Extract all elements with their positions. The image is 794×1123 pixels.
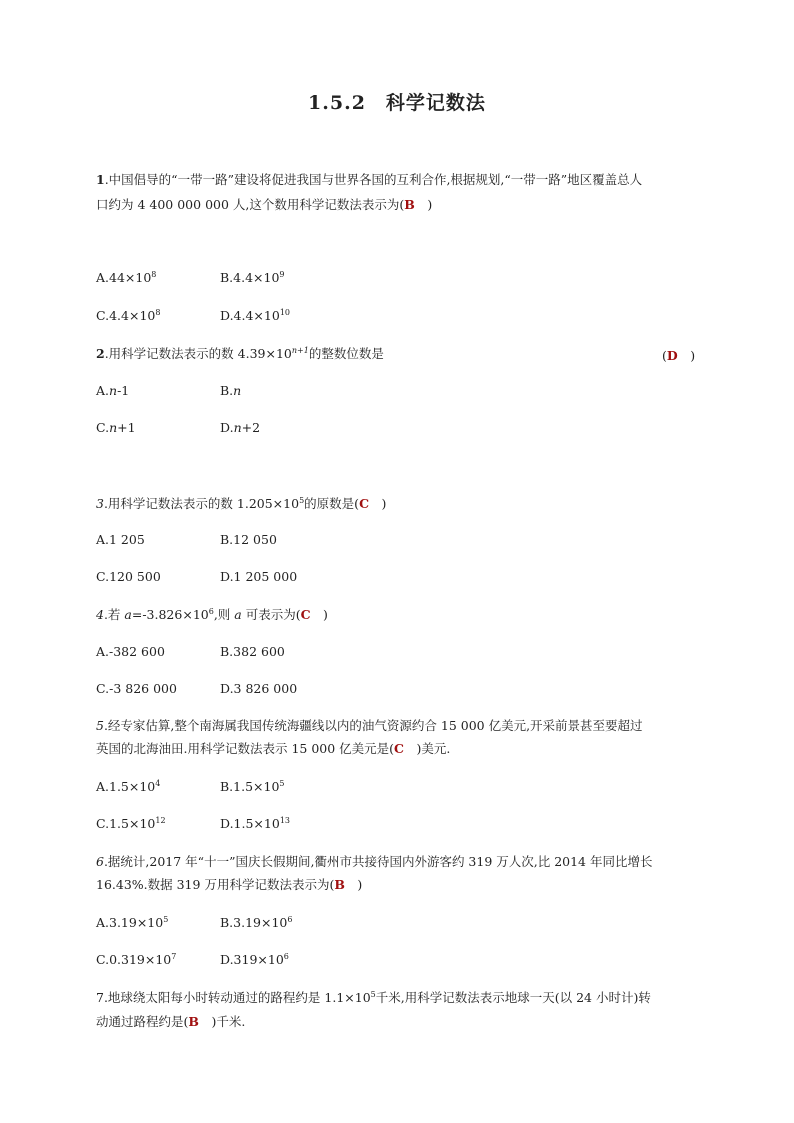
question-5-line-1: 5.经专家估算,整个南海属我国传统海疆线以内的油气资源约合 15 000 亿美元,开采前景甚至要超过 (96, 718, 643, 733)
answer-letter: B (404, 197, 415, 212)
question-3-line: 3.用科学记数法表示的数 $1.205\times 10^5$的原数是(C ) (96, 496, 387, 511)
answer-letter: B (188, 1014, 199, 1029)
question-2-answer: (D ) (662, 348, 696, 363)
question-1-line-1: 1.中国倡导的“一带一路”建设将促进我国与世界各国的互利合作,根据规划,“一带一路”地区覆盖总人 (96, 172, 643, 187)
option-d: $D.4.4\times 10^{10}$ (220, 308, 290, 323)
question-number: 7 (96, 990, 104, 1005)
option-c: C.120 500 (96, 569, 161, 584)
option-a: $A.44\times 10^8$ (96, 270, 157, 285)
option-b: $B.3.19\times 10^6$ (220, 915, 293, 930)
option-a: $A.3.19\times 10^5$ (96, 915, 169, 930)
question-6-line-2: 16.43%.数据 319 万用科学记数法表示为(B ) (96, 877, 363, 892)
answer-letter: C (300, 607, 311, 622)
option-c: C.n+1 (96, 420, 136, 435)
question-1-line-2: 口约为 4 400 000 000 人,这个数用科学记数法表示为(B ) (96, 197, 433, 212)
option-d: $D.319\times 10^6$ (220, 952, 289, 967)
option-a: $A.1.5\times 10^4$ (96, 779, 161, 794)
option-d: D.1 205 000 (220, 569, 298, 584)
option-b: $B.1.5\times 10^5$ (220, 779, 285, 794)
option-c: $C.0.319\times 10^7$ (96, 952, 177, 967)
question-number: 2 (96, 346, 105, 361)
question-7-line-1: 7.地球绕太阳每小时转动通过的路程约是 $1.1\times 10^5$千米,用科学记数法表示地球一天(以 24 小时计)转 (96, 990, 651, 1005)
question-2-line: 2.用科学记数法表示的数 $4.39\times 10^{n+1}$的整数位数是 (96, 346, 384, 361)
question-5-line-2: 英国的北海油田.用科学记数法表示 15 000 亿美元是(C )美元. (96, 741, 451, 756)
option-c: $C.4.4\times 10^8$ (96, 308, 161, 323)
option-a: A.1 205 (96, 532, 145, 547)
option-b: B.n (220, 383, 242, 398)
question-number: 1 (96, 172, 105, 187)
answer-letter: C (394, 741, 404, 756)
question-number: 4 (96, 607, 104, 622)
option-d: D.n+2 (220, 420, 261, 435)
page-title: 1.5.2 科学记数法 (308, 92, 486, 114)
option-b: B.12 050 (220, 532, 277, 547)
option-a: A.n-1 (96, 383, 130, 398)
question-number: 6 (96, 854, 104, 869)
option-b: B.382 600 (220, 644, 285, 659)
question-number: 3 (96, 496, 104, 511)
answer-letter: B (334, 877, 345, 892)
option-d: D.3 826 000 (220, 681, 298, 696)
question-4-line: 4.若 $a=-3.826\times 10^6$,则 a 可表示为(C ) (96, 607, 328, 622)
question-number: 5 (96, 718, 104, 733)
answer-letter: C (359, 496, 370, 511)
option-c: $C.1.5\times 10^{12}$ (96, 816, 166, 831)
question-7-line-2: 动通过路程约是(B )千米. (96, 1014, 246, 1029)
option-d: $D.1.5\times 10^{13}$ (220, 816, 290, 831)
option-c: C.-3 826 000 (96, 681, 177, 696)
option-b: $B.4.4\times 10^9$ (220, 270, 285, 285)
question-6-line-1: 6.据统计,2017 年“十一”国庆长假期间,衢州市共接待国内外游客约 319 万人次,比 2014 年同比增长 (96, 854, 653, 869)
option-a: A.-382 600 (96, 644, 165, 659)
